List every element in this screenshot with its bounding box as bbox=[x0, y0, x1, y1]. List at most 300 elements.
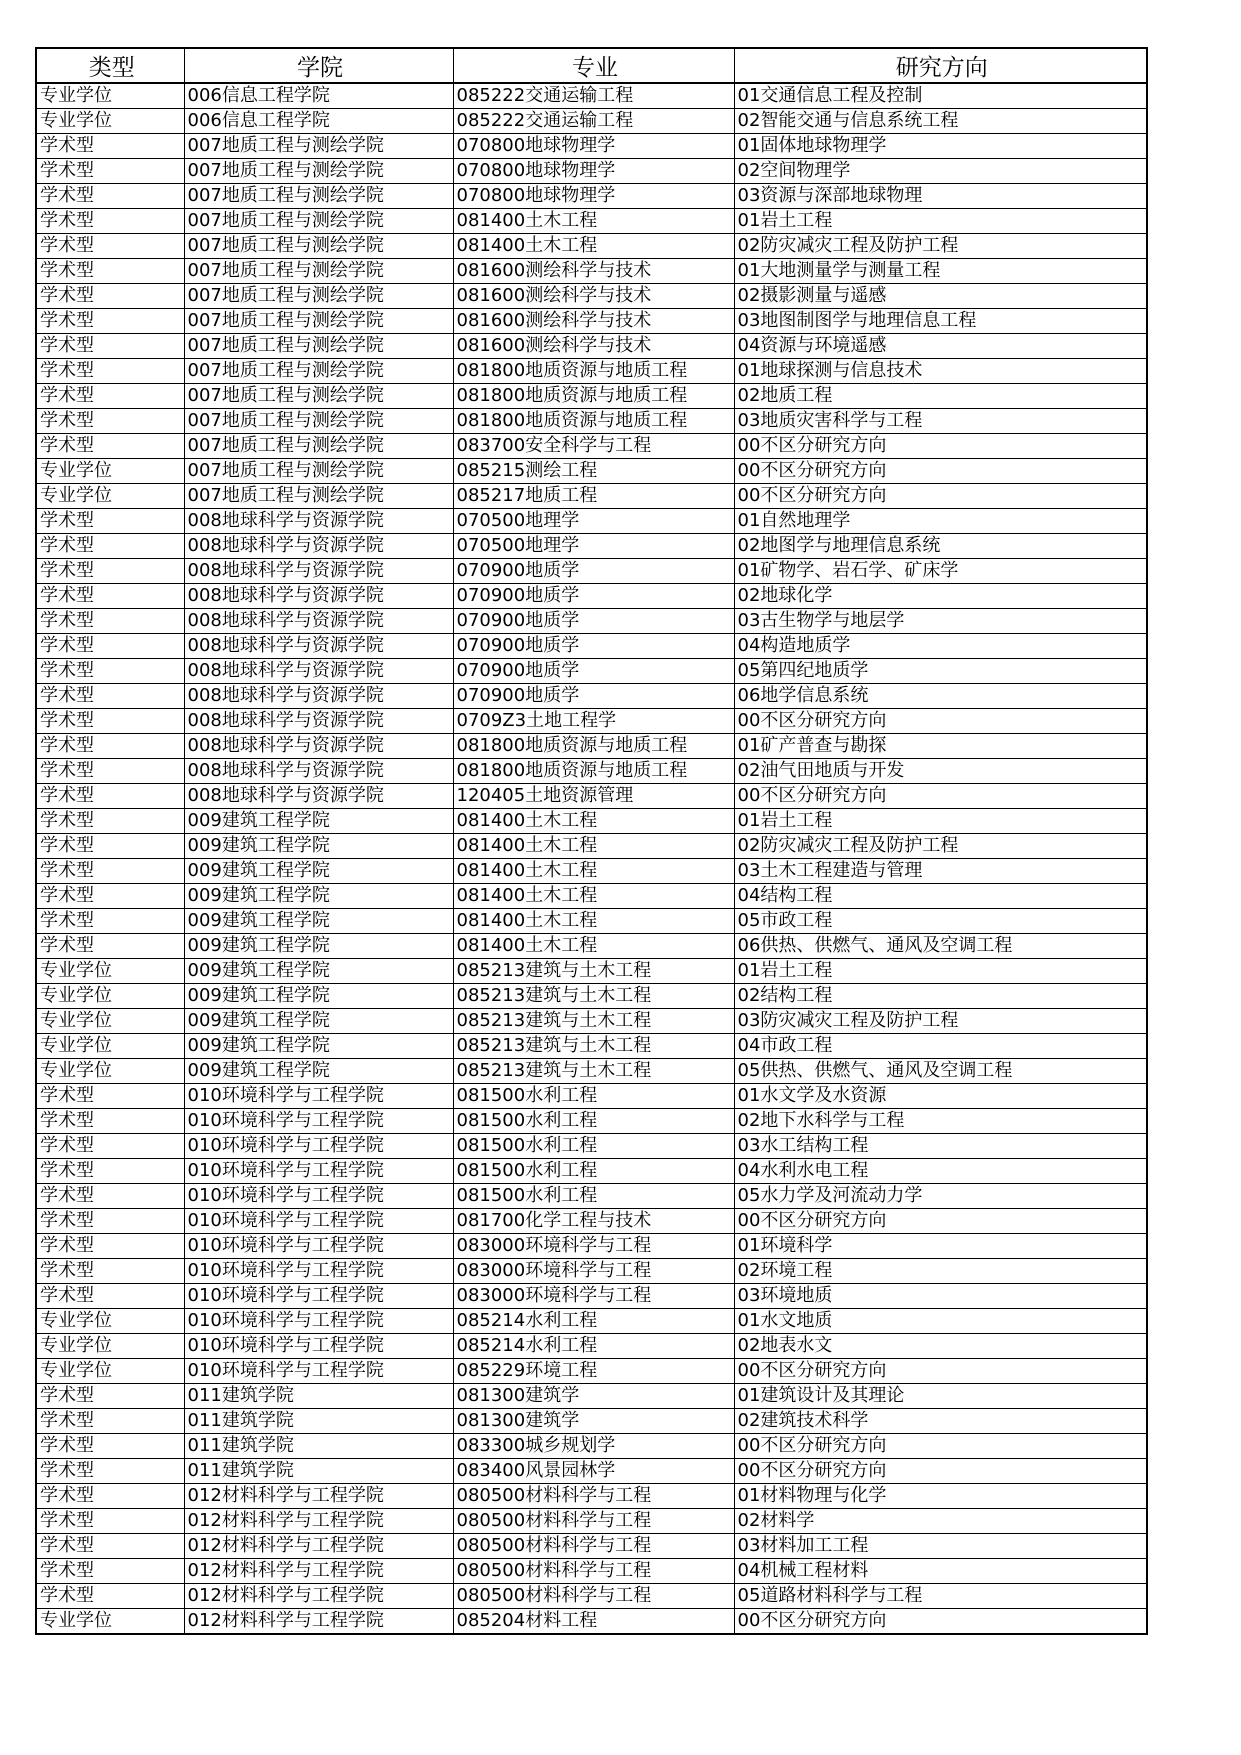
cell-type: 学术型 bbox=[36, 1434, 184, 1459]
table-row bbox=[36, 659, 1147, 684]
cell-major: 085215测绘工程 bbox=[453, 459, 734, 484]
cell-research-direction: 00不区分研究方向 bbox=[734, 484, 1147, 509]
cell-college: 007地质工程与测绘学院 bbox=[184, 459, 453, 484]
cell-research-direction: 02地下水科学与工程 bbox=[734, 1109, 1147, 1134]
cell-major: 081500水利工程 bbox=[453, 1134, 734, 1159]
cell-research-direction: 00不区分研究方向 bbox=[734, 434, 1147, 459]
cell-college: 011建筑学院 bbox=[184, 1409, 453, 1434]
cell-major: 085213建筑与土木工程 bbox=[453, 1034, 734, 1059]
cell-college: 012材料科学与工程学院 bbox=[184, 1609, 453, 1635]
cell-college: 008地球科学与资源学院 bbox=[184, 659, 453, 684]
cell-major: 085214水利工程 bbox=[453, 1334, 734, 1359]
cell-type: 学术型 bbox=[36, 359, 184, 384]
cell-type: 专业学位 bbox=[36, 1034, 184, 1059]
cell-college: 007地质工程与测绘学院 bbox=[184, 309, 453, 334]
cell-major: 120405土地资源管理 bbox=[453, 784, 734, 809]
cell-research-direction: 01大地测量学与测量工程 bbox=[734, 259, 1147, 284]
table-row bbox=[36, 1209, 1147, 1234]
table-row bbox=[36, 1509, 1147, 1534]
cell-college: 011建筑学院 bbox=[184, 1434, 453, 1459]
cell-major: 085214水利工程 bbox=[453, 1309, 734, 1334]
table-row bbox=[36, 259, 1147, 284]
cell-college: 010环境科学与工程学院 bbox=[184, 1209, 453, 1234]
table-row bbox=[36, 83, 1147, 109]
cell-major: 085213建筑与土木工程 bbox=[453, 984, 734, 1009]
table-row bbox=[36, 1109, 1147, 1134]
cell-type: 专业学位 bbox=[36, 1059, 184, 1084]
cell-major: 081400土木工程 bbox=[453, 884, 734, 909]
cell-research-direction: 05第四纪地质学 bbox=[734, 659, 1147, 684]
cell-type: 学术型 bbox=[36, 434, 184, 459]
header-research-direction: 研究方向 bbox=[734, 48, 1147, 83]
cell-type: 学术型 bbox=[36, 1084, 184, 1109]
cell-major: 083700安全科学与工程 bbox=[453, 434, 734, 459]
cell-research-direction: 02防灾减灾工程及防护工程 bbox=[734, 234, 1147, 259]
cell-college: 010环境科学与工程学院 bbox=[184, 1184, 453, 1209]
cell-research-direction: 03环境地质 bbox=[734, 1284, 1147, 1309]
cell-research-direction: 05水力学及河流动力学 bbox=[734, 1184, 1147, 1209]
cell-research-direction: 03防灾减灾工程及防护工程 bbox=[734, 1009, 1147, 1034]
cell-research-direction: 01交通信息工程及控制 bbox=[734, 83, 1147, 109]
cell-type: 学术型 bbox=[36, 809, 184, 834]
cell-college: 012材料科学与工程学院 bbox=[184, 1484, 453, 1509]
cell-major: 081500水利工程 bbox=[453, 1109, 734, 1134]
cell-type: 学术型 bbox=[36, 1459, 184, 1484]
cell-college: 009建筑工程学院 bbox=[184, 1059, 453, 1084]
table-row bbox=[36, 434, 1147, 459]
cell-type: 学术型 bbox=[36, 1559, 184, 1584]
cell-major: 081500水利工程 bbox=[453, 1159, 734, 1184]
cell-type: 学术型 bbox=[36, 559, 184, 584]
cell-college: 007地质工程与测绘学院 bbox=[184, 284, 453, 309]
cell-type: 专业学位 bbox=[36, 1009, 184, 1034]
cell-major: 081400土木工程 bbox=[453, 834, 734, 859]
table-row bbox=[36, 309, 1147, 334]
cell-research-direction: 00不区分研究方向 bbox=[734, 784, 1147, 809]
cell-research-direction: 01矿物学、岩石学、矿床学 bbox=[734, 559, 1147, 584]
cell-college: 008地球科学与资源学院 bbox=[184, 634, 453, 659]
cell-type: 学术型 bbox=[36, 1484, 184, 1509]
cell-college: 009建筑工程学院 bbox=[184, 884, 453, 909]
cell-research-direction: 01水文地质 bbox=[734, 1309, 1147, 1334]
cell-college: 008地球科学与资源学院 bbox=[184, 759, 453, 784]
cell-research-direction: 05供热、供燃气、通风及空调工程 bbox=[734, 1059, 1147, 1084]
cell-type: 学术型 bbox=[36, 684, 184, 709]
table-row bbox=[36, 509, 1147, 534]
table-row bbox=[36, 1459, 1147, 1484]
cell-type: 学术型 bbox=[36, 334, 184, 359]
table-row bbox=[36, 1359, 1147, 1384]
table-body bbox=[36, 83, 1147, 1634]
cell-major: 070800地球物理学 bbox=[453, 134, 734, 159]
table-row bbox=[36, 684, 1147, 709]
cell-college: 008地球科学与资源学院 bbox=[184, 584, 453, 609]
table-row bbox=[36, 1234, 1147, 1259]
cell-type: 学术型 bbox=[36, 759, 184, 784]
table-row bbox=[36, 1334, 1147, 1359]
cell-type: 学术型 bbox=[36, 634, 184, 659]
cell-research-direction: 02环境工程 bbox=[734, 1259, 1147, 1284]
cell-research-direction: 04市政工程 bbox=[734, 1034, 1147, 1059]
cell-college: 007地质工程与测绘学院 bbox=[184, 184, 453, 209]
table-row bbox=[36, 809, 1147, 834]
cell-college: 009建筑工程学院 bbox=[184, 1009, 453, 1034]
table-row bbox=[36, 559, 1147, 584]
cell-type: 学术型 bbox=[36, 234, 184, 259]
cell-major: 081300建筑学 bbox=[453, 1384, 734, 1409]
cell-research-direction: 03地图制图学与地理信息工程 bbox=[734, 309, 1147, 334]
cell-type: 学术型 bbox=[36, 1184, 184, 1209]
cell-type: 专业学位 bbox=[36, 1359, 184, 1384]
table-row bbox=[36, 1409, 1147, 1434]
table-row bbox=[36, 884, 1147, 909]
cell-college: 007地质工程与测绘学院 bbox=[184, 384, 453, 409]
cell-research-direction: 00不区分研究方向 bbox=[734, 709, 1147, 734]
cell-college: 008地球科学与资源学院 bbox=[184, 709, 453, 734]
cell-type: 学术型 bbox=[36, 1284, 184, 1309]
cell-research-direction: 05道路材料科学与工程 bbox=[734, 1584, 1147, 1609]
cell-type: 学术型 bbox=[36, 1209, 184, 1234]
cell-type: 学术型 bbox=[36, 934, 184, 959]
cell-major: 080500材料科学与工程 bbox=[453, 1484, 734, 1509]
table-row bbox=[36, 1559, 1147, 1584]
cell-type: 学术型 bbox=[36, 409, 184, 434]
table-row bbox=[36, 859, 1147, 884]
cell-type: 学术型 bbox=[36, 534, 184, 559]
cell-type: 学术型 bbox=[36, 1409, 184, 1434]
spreadsheet bbox=[35, 47, 1148, 1635]
cell-research-direction: 02地质工程 bbox=[734, 384, 1147, 409]
table-row bbox=[36, 409, 1147, 434]
cell-research-direction: 01岩土工程 bbox=[734, 959, 1147, 984]
table-row bbox=[36, 1584, 1147, 1609]
table-row bbox=[36, 484, 1147, 509]
cell-type: 学术型 bbox=[36, 159, 184, 184]
cell-type: 学术型 bbox=[36, 384, 184, 409]
cell-type: 学术型 bbox=[36, 909, 184, 934]
cell-major: 080500材料科学与工程 bbox=[453, 1509, 734, 1534]
table-row bbox=[36, 134, 1147, 159]
cell-major: 081400土木工程 bbox=[453, 859, 734, 884]
cell-college: 007地质工程与测绘学院 bbox=[184, 334, 453, 359]
program-table bbox=[35, 47, 1148, 1635]
cell-college: 008地球科学与资源学院 bbox=[184, 684, 453, 709]
cell-research-direction: 00不区分研究方向 bbox=[734, 1609, 1147, 1635]
table-row bbox=[36, 1134, 1147, 1159]
cell-research-direction: 01水文学及水资源 bbox=[734, 1084, 1147, 1109]
cell-type: 学术型 bbox=[36, 1259, 184, 1284]
cell-type: 学术型 bbox=[36, 884, 184, 909]
cell-research-direction: 01环境科学 bbox=[734, 1234, 1147, 1259]
cell-type: 专业学位 bbox=[36, 109, 184, 134]
table-row bbox=[36, 1159, 1147, 1184]
cell-research-direction: 02智能交通与信息系统工程 bbox=[734, 109, 1147, 134]
cell-type: 学术型 bbox=[36, 209, 184, 234]
table-row bbox=[36, 109, 1147, 134]
cell-type: 专业学位 bbox=[36, 984, 184, 1009]
cell-major: 085222交通运输工程 bbox=[453, 83, 734, 109]
cell-research-direction: 02材料学 bbox=[734, 1509, 1147, 1534]
cell-type: 专业学位 bbox=[36, 1334, 184, 1359]
cell-college: 008地球科学与资源学院 bbox=[184, 784, 453, 809]
cell-major: 083000环境科学与工程 bbox=[453, 1284, 734, 1309]
table-row bbox=[36, 1084, 1147, 1109]
cell-college: 012材料科学与工程学院 bbox=[184, 1534, 453, 1559]
cell-research-direction: 06地学信息系统 bbox=[734, 684, 1147, 709]
cell-major: 085222交通运输工程 bbox=[453, 109, 734, 134]
cell-major: 081600测绘科学与技术 bbox=[453, 259, 734, 284]
header-major: 专业 bbox=[453, 48, 734, 83]
table-row bbox=[36, 909, 1147, 934]
cell-major: 085213建筑与土木工程 bbox=[453, 1009, 734, 1034]
cell-research-direction: 00不区分研究方向 bbox=[734, 1359, 1147, 1384]
cell-research-direction: 03古生物学与地层学 bbox=[734, 609, 1147, 634]
cell-type: 学术型 bbox=[36, 1159, 184, 1184]
cell-type: 学术型 bbox=[36, 784, 184, 809]
table-row bbox=[36, 834, 1147, 859]
cell-type: 学术型 bbox=[36, 1109, 184, 1134]
cell-major: 081600测绘科学与技术 bbox=[453, 334, 734, 359]
cell-college: 007地质工程与测绘学院 bbox=[184, 159, 453, 184]
cell-college: 011建筑学院 bbox=[184, 1459, 453, 1484]
table-row bbox=[36, 1384, 1147, 1409]
cell-major: 070900地质学 bbox=[453, 634, 734, 659]
cell-major: 070900地质学 bbox=[453, 584, 734, 609]
cell-research-direction: 03水工结构工程 bbox=[734, 1134, 1147, 1159]
cell-major: 081600测绘科学与技术 bbox=[453, 309, 734, 334]
cell-type: 学术型 bbox=[36, 309, 184, 334]
cell-major: 081400土木工程 bbox=[453, 909, 734, 934]
cell-type: 学术型 bbox=[36, 584, 184, 609]
cell-type: 学术型 bbox=[36, 284, 184, 309]
cell-research-direction: 01地球探测与信息技术 bbox=[734, 359, 1147, 384]
header-college: 学院 bbox=[184, 48, 453, 83]
cell-college: 008地球科学与资源学院 bbox=[184, 609, 453, 634]
cell-college: 008地球科学与资源学院 bbox=[184, 534, 453, 559]
cell-research-direction: 04资源与环境遥感 bbox=[734, 334, 1147, 359]
cell-college: 009建筑工程学院 bbox=[184, 859, 453, 884]
cell-type: 学术型 bbox=[36, 659, 184, 684]
cell-major: 083000环境科学与工程 bbox=[453, 1259, 734, 1284]
cell-college: 010环境科学与工程学院 bbox=[184, 1084, 453, 1109]
cell-research-direction: 00不区分研究方向 bbox=[734, 1209, 1147, 1234]
table-row bbox=[36, 1284, 1147, 1309]
cell-college: 009建筑工程学院 bbox=[184, 909, 453, 934]
cell-research-direction: 02油气田地质与开发 bbox=[734, 759, 1147, 784]
cell-college: 009建筑工程学院 bbox=[184, 1034, 453, 1059]
cell-research-direction: 03土木工程建造与管理 bbox=[734, 859, 1147, 884]
cell-college: 010环境科学与工程学院 bbox=[184, 1284, 453, 1309]
table-row bbox=[36, 1259, 1147, 1284]
cell-research-direction: 01材料物理与化学 bbox=[734, 1484, 1147, 1509]
cell-research-direction: 02结构工程 bbox=[734, 984, 1147, 1009]
table-row bbox=[36, 159, 1147, 184]
cell-type: 学术型 bbox=[36, 1384, 184, 1409]
cell-research-direction: 03材料加工工程 bbox=[734, 1534, 1147, 1559]
table-row bbox=[36, 209, 1147, 234]
cell-major: 081800地质资源与地质工程 bbox=[453, 384, 734, 409]
table-row bbox=[36, 234, 1147, 259]
cell-research-direction: 00不区分研究方向 bbox=[734, 1459, 1147, 1484]
cell-major: 070800地球物理学 bbox=[453, 159, 734, 184]
cell-type: 学术型 bbox=[36, 734, 184, 759]
cell-major: 070900地质学 bbox=[453, 659, 734, 684]
cell-research-direction: 02地表水文 bbox=[734, 1334, 1147, 1359]
cell-college: 010环境科学与工程学院 bbox=[184, 1334, 453, 1359]
table-row bbox=[36, 609, 1147, 634]
cell-major: 081500水利工程 bbox=[453, 1184, 734, 1209]
cell-major: 081600测绘科学与技术 bbox=[453, 284, 734, 309]
cell-major: 081400土木工程 bbox=[453, 234, 734, 259]
table-row bbox=[36, 759, 1147, 784]
cell-major: 081400土木工程 bbox=[453, 934, 734, 959]
cell-type: 学术型 bbox=[36, 1509, 184, 1534]
cell-research-direction: 04结构工程 bbox=[734, 884, 1147, 909]
cell-college: 009建筑工程学院 bbox=[184, 834, 453, 859]
cell-major: 085213建筑与土木工程 bbox=[453, 959, 734, 984]
cell-research-direction: 02摄影测量与遥感 bbox=[734, 284, 1147, 309]
cell-college: 012材料科学与工程学院 bbox=[184, 1509, 453, 1534]
cell-major: 070800地球物理学 bbox=[453, 184, 734, 209]
cell-research-direction: 02地球化学 bbox=[734, 584, 1147, 609]
cell-college: 009建筑工程学院 bbox=[184, 934, 453, 959]
cell-college: 010环境科学与工程学院 bbox=[184, 1134, 453, 1159]
cell-major: 085217地质工程 bbox=[453, 484, 734, 509]
table-row bbox=[36, 1609, 1147, 1635]
cell-major: 081800地质资源与地质工程 bbox=[453, 759, 734, 784]
cell-type: 学术型 bbox=[36, 834, 184, 859]
table-row bbox=[36, 1534, 1147, 1559]
cell-type: 学术型 bbox=[36, 1134, 184, 1159]
cell-major: 085213建筑与土木工程 bbox=[453, 1059, 734, 1084]
cell-type: 学术型 bbox=[36, 709, 184, 734]
cell-major: 081400土木工程 bbox=[453, 809, 734, 834]
cell-college: 007地质工程与测绘学院 bbox=[184, 209, 453, 234]
cell-college: 007地质工程与测绘学院 bbox=[184, 484, 453, 509]
cell-research-direction: 01自然地理学 bbox=[734, 509, 1147, 534]
table-row bbox=[36, 1059, 1147, 1084]
cell-type: 专业学位 bbox=[36, 1609, 184, 1635]
cell-type: 专业学位 bbox=[36, 459, 184, 484]
cell-college: 008地球科学与资源学院 bbox=[184, 734, 453, 759]
cell-type: 专业学位 bbox=[36, 83, 184, 109]
table-row bbox=[36, 784, 1147, 809]
cell-major: 070500地理学 bbox=[453, 534, 734, 559]
table-row bbox=[36, 284, 1147, 309]
cell-major: 085229环境工程 bbox=[453, 1359, 734, 1384]
cell-college: 008地球科学与资源学院 bbox=[184, 509, 453, 534]
cell-college: 010环境科学与工程学院 bbox=[184, 1309, 453, 1334]
cell-research-direction: 01矿产普查与勘探 bbox=[734, 734, 1147, 759]
cell-type: 学术型 bbox=[36, 259, 184, 284]
cell-college: 007地质工程与测绘学院 bbox=[184, 434, 453, 459]
table-row bbox=[36, 359, 1147, 384]
cell-major: 0709Z3土地工程学 bbox=[453, 709, 734, 734]
cell-research-direction: 04机械工程材料 bbox=[734, 1559, 1147, 1584]
cell-research-direction: 05市政工程 bbox=[734, 909, 1147, 934]
table-row bbox=[36, 459, 1147, 484]
table-row bbox=[36, 634, 1147, 659]
table-row bbox=[36, 1434, 1147, 1459]
cell-type: 专业学位 bbox=[36, 484, 184, 509]
cell-research-direction: 00不区分研究方向 bbox=[734, 459, 1147, 484]
table-row bbox=[36, 934, 1147, 959]
cell-college: 010环境科学与工程学院 bbox=[184, 1359, 453, 1384]
cell-type: 学术型 bbox=[36, 1534, 184, 1559]
table-row bbox=[36, 1484, 1147, 1509]
table-row bbox=[36, 534, 1147, 559]
cell-research-direction: 02空间物理学 bbox=[734, 159, 1147, 184]
cell-type: 学术型 bbox=[36, 184, 184, 209]
table-row bbox=[36, 334, 1147, 359]
cell-major: 081800地质资源与地质工程 bbox=[453, 409, 734, 434]
cell-major: 083000环境科学与工程 bbox=[453, 1234, 734, 1259]
cell-college: 009建筑工程学院 bbox=[184, 809, 453, 834]
cell-college: 008地球科学与资源学院 bbox=[184, 559, 453, 584]
header-type: 类型 bbox=[36, 48, 184, 83]
cell-college: 009建筑工程学院 bbox=[184, 959, 453, 984]
cell-college: 007地质工程与测绘学院 bbox=[184, 409, 453, 434]
table-row bbox=[36, 1009, 1147, 1034]
table-row bbox=[36, 1309, 1147, 1334]
cell-college: 006信息工程学院 bbox=[184, 83, 453, 109]
cell-type: 学术型 bbox=[36, 1234, 184, 1259]
cell-major: 081800地质资源与地质工程 bbox=[453, 359, 734, 384]
cell-college: 007地质工程与测绘学院 bbox=[184, 259, 453, 284]
cell-research-direction: 01岩土工程 bbox=[734, 209, 1147, 234]
cell-college: 009建筑工程学院 bbox=[184, 984, 453, 1009]
table-row bbox=[36, 1034, 1147, 1059]
cell-college: 007地质工程与测绘学院 bbox=[184, 234, 453, 259]
cell-type: 学术型 bbox=[36, 859, 184, 884]
cell-type: 学术型 bbox=[36, 609, 184, 634]
cell-college: 012材料科学与工程学院 bbox=[184, 1584, 453, 1609]
cell-research-direction: 04水利水电工程 bbox=[734, 1159, 1147, 1184]
cell-college: 010环境科学与工程学院 bbox=[184, 1159, 453, 1184]
table-row bbox=[36, 184, 1147, 209]
cell-research-direction: 01固体地球物理学 bbox=[734, 134, 1147, 159]
cell-major: 070900地质学 bbox=[453, 684, 734, 709]
table-row bbox=[36, 384, 1147, 409]
table-row bbox=[36, 984, 1147, 1009]
cell-research-direction: 06供热、供燃气、通风及空调工程 bbox=[734, 934, 1147, 959]
cell-research-direction: 00不区分研究方向 bbox=[734, 1434, 1147, 1459]
cell-research-direction: 02防灾减灾工程及防护工程 bbox=[734, 834, 1147, 859]
table-row bbox=[36, 709, 1147, 734]
cell-major: 081700化学工程与技术 bbox=[453, 1209, 734, 1234]
cell-research-direction: 02建筑技术科学 bbox=[734, 1409, 1147, 1434]
cell-research-direction: 02地图学与地理信息系统 bbox=[734, 534, 1147, 559]
cell-type: 专业学位 bbox=[36, 1309, 184, 1334]
cell-major: 080500材料科学与工程 bbox=[453, 1559, 734, 1584]
cell-major: 081500水利工程 bbox=[453, 1084, 734, 1109]
cell-type: 专业学位 bbox=[36, 959, 184, 984]
cell-major: 081400土木工程 bbox=[453, 209, 734, 234]
cell-major: 081800地质资源与地质工程 bbox=[453, 734, 734, 759]
cell-research-direction: 03地质灾害科学与工程 bbox=[734, 409, 1147, 434]
cell-college: 006信息工程学院 bbox=[184, 109, 453, 134]
cell-college: 010环境科学与工程学院 bbox=[184, 1234, 453, 1259]
cell-major: 083400风景园林学 bbox=[453, 1459, 734, 1484]
cell-type: 学术型 bbox=[36, 509, 184, 534]
cell-major: 080500材料科学与工程 bbox=[453, 1584, 734, 1609]
cell-major: 070900地质学 bbox=[453, 609, 734, 634]
cell-research-direction: 01岩土工程 bbox=[734, 809, 1147, 834]
table-row bbox=[36, 1184, 1147, 1209]
cell-college: 007地质工程与测绘学院 bbox=[184, 134, 453, 159]
cell-research-direction: 04构造地质学 bbox=[734, 634, 1147, 659]
table-row bbox=[36, 734, 1147, 759]
